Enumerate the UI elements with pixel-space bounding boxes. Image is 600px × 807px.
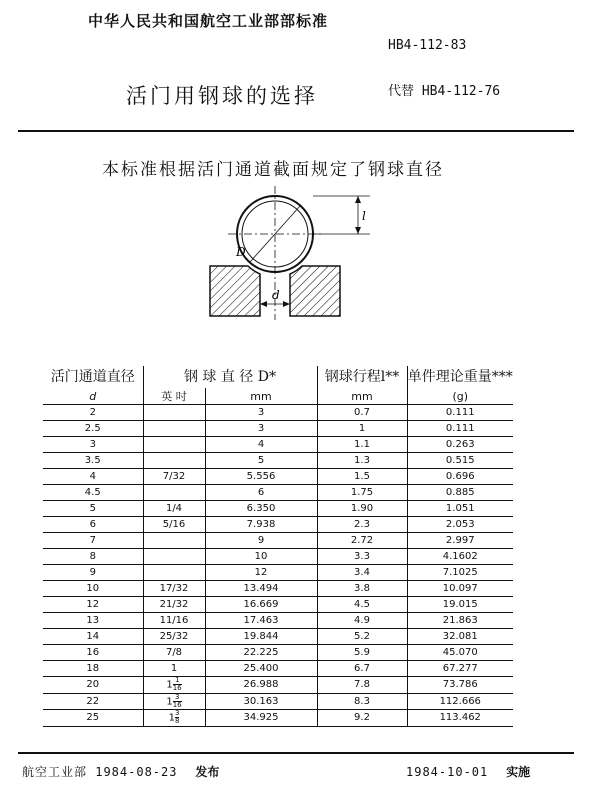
cell-passage-diameter: 25 [43,710,143,727]
cell-passage-diameter: 14 [43,629,143,645]
cell-weight: 0.111 [445,407,475,418]
cell-weight: 2.997 [445,535,475,546]
header-unit-weight: 单件理论重量*** [407,368,513,385]
cell-mm: 5.556 [205,469,317,485]
cell-inch [143,710,205,727]
cell-mm: 30.163 [205,693,317,710]
stroke-label: l [362,209,366,223]
cell-weight: 0.696 [445,471,475,482]
cell-passage-diameter: 10 [43,581,143,597]
cell-passage-diameter: 7 [43,533,143,549]
cell-weight: 0.263 [445,439,475,450]
cell-mm: 16.669 [205,597,317,613]
header-stroke-sub: mm [317,388,407,405]
diameter-label: D [236,245,246,259]
cell-passage-diameter: 4.5 [43,485,143,501]
cell-passage-diameter: 20 [43,677,143,694]
cell-inch: 11/16 [143,613,205,629]
header-ball-diameter: 钢 球 直 径 D* [143,366,317,388]
inch-denominator: 16 [172,684,182,692]
header-weight-sub: (g) [407,388,513,405]
inch-denominator: 8 [174,717,180,725]
issue-info [22,763,219,780]
cell-mm: 6.350 [205,501,317,517]
effective-date: 1984-10-01 [406,765,489,779]
standard-number: HB4-112-83 [388,38,467,53]
cell-stroke: 8.3 [317,693,407,710]
table-row [43,661,513,677]
document-title: 活门用钢球的选择 [126,84,318,108]
table-row [43,581,513,597]
cell-mm: 6 [205,485,317,501]
cell-mm: 12 [205,565,317,581]
cell-passage-diameter: 3.5 [43,453,143,469]
inch-numerator: 3 [174,709,180,717]
cell-stroke: 7.8 [317,677,407,694]
table-row [43,710,513,727]
cell-stroke: 4.9 [317,613,407,629]
table-row [43,629,513,645]
cell-passage-diameter: 6 [43,517,143,533]
passage-label: d [272,288,280,302]
cell-mm: 3 [205,421,317,437]
cell-passage-diameter: 3 [43,437,143,453]
scope-statement: 本标准根据活门通道截面规定了钢球直径 [102,160,444,180]
ball-selection-table [43,366,513,727]
cell-inch [143,533,205,549]
cell-passage-diameter: 2 [43,405,143,421]
issue-label: 发布 [195,765,220,779]
cell-inch [143,549,205,565]
cell-weight: 67.277 [442,663,478,674]
table-row [43,421,513,437]
cell-passage-diameter: 9 [43,565,143,581]
cell-weight: 2.053 [445,519,475,530]
cell-mm: 17.463 [205,613,317,629]
issuing-organization: 中华人民共和国航空工业部部标准 [88,12,329,30]
cell-stroke: 6.7 [317,661,407,677]
cell-stroke: 3.3 [317,549,407,565]
cell-inch: 5/16 [143,517,205,533]
table-row [43,613,513,629]
cell-stroke: 1 [317,421,407,437]
cell-mm: 13.494 [205,581,317,597]
cell-weight: 7.1025 [442,567,478,578]
table-row [43,517,513,533]
table-row [43,453,513,469]
passage-arrow-left [260,301,267,307]
replaces-standard: 代替 HB4-112-76 [388,84,501,99]
cell-inch [143,565,205,581]
table-row [43,469,513,485]
cell-passage-diameter: 5 [43,501,143,517]
cell-weight: 113.462 [439,712,481,724]
cell-mm: 3 [205,405,317,421]
cell-inch [143,421,205,437]
cell-inch: 25/32 [143,629,205,645]
cell-mm: 5 [205,453,317,469]
cell-mm: 34.925 [205,710,317,727]
cell-mm: 4 [205,437,317,453]
cell-inch [143,485,205,501]
cell-inch: 7/8 [143,645,205,661]
header-ball-stroke: 钢球行程l** [317,366,407,388]
inch-whole: 1 [168,712,175,724]
table-row [43,597,513,613]
cell-stroke: 1.3 [317,453,407,469]
stroke-arrow-bottom [355,227,361,234]
cell-inch [143,677,205,694]
cell-inch [143,405,205,421]
cell-stroke: 5.2 [317,629,407,645]
inch-numerator: 1 [174,676,180,684]
inch-whole: 1 [166,679,173,691]
cell-stroke: 3.4 [317,565,407,581]
cell-inch [143,437,205,453]
header-passage-diameter: 活门通道直径 [43,366,143,388]
cell-passage-diameter: 12 [43,597,143,613]
cell-weight: 45.070 [442,647,478,658]
cell-inch [143,693,205,710]
table-row [43,533,513,549]
cell-stroke: 3.8 [317,581,407,597]
seat-right-hatch [290,266,340,316]
cell-weight: 1.051 [445,503,475,514]
effective-info [406,763,530,780]
cell-stroke: 2.3 [317,517,407,533]
table-row [43,677,513,694]
cell-stroke: 1.90 [317,501,407,517]
cell-mm: 10 [205,549,317,565]
issue-date: 航空工业部 1984-08-23 [22,765,178,779]
passage-arrow-right [283,301,290,307]
table-row [43,437,513,453]
stroke-arrow-top [355,196,361,203]
cell-weight: 10.097 [442,583,478,594]
table-row [43,485,513,501]
cell-stroke: 1.5 [317,469,407,485]
cell-passage-diameter: 18 [43,661,143,677]
seat-left-hatch [210,266,260,316]
cell-mm: 22.225 [205,645,317,661]
cell-passage-diameter: 22 [43,693,143,710]
cell-passage-diameter: 16 [43,645,143,661]
cell-weight: 32.081 [442,631,478,642]
cell-inch: 1/4 [143,501,205,517]
cell-stroke: 1.75 [317,485,407,501]
ball-valve-diagram [200,182,380,322]
cell-weight: 0.515 [445,455,475,466]
inch-fraction [173,677,182,692]
cell-weight: 0.111 [445,423,475,434]
inch-denominator: 16 [172,700,182,709]
cell-passage-diameter: 8 [43,549,143,565]
table-row [43,565,513,581]
cell-mm: 9 [205,533,317,549]
cell-weight: 4.1602 [442,551,478,562]
cell-passage-diameter: 2.5 [43,421,143,437]
cell-passage-diameter: 4 [43,469,143,485]
cell-mm: 25.400 [205,661,317,677]
cell-stroke: 0.7 [317,405,407,421]
cell-inch: 7/32 [143,469,205,485]
cell-inch: 1 [143,661,205,677]
cell-mm: 19.844 [205,629,317,645]
cell-inch: 17/32 [143,581,205,597]
cell-weight: 112.666 [439,695,481,707]
header-inch-sub: 英 吋 [143,388,205,405]
inch-fraction [173,694,182,709]
cell-inch [143,453,205,469]
inch-numerator: 3 [174,692,180,701]
cell-weight: 73.786 [442,679,478,691]
header-mm-sub: mm [205,388,317,405]
cell-mm: 26.988 [205,677,317,694]
cell-inch: 21/32 [143,597,205,613]
table-row [43,693,513,710]
cell-stroke: 2.72 [317,533,407,549]
table-row [43,405,513,421]
cell-weight: 21.863 [442,615,478,626]
header-rule [18,130,574,132]
table-row [43,501,513,517]
cell-stroke: 4.5 [317,597,407,613]
footer-rule [18,752,574,754]
cell-mm: 7.938 [205,517,317,533]
cell-weight: 19.015 [442,599,478,610]
inch-fraction [175,710,179,725]
cell-passage-diameter: 13 [43,613,143,629]
cell-stroke: 9.2 [317,710,407,727]
table-row [43,549,513,565]
cell-stroke: 5.9 [317,645,407,661]
effective-label: 实施 [506,765,531,779]
inch-whole: 1 [166,696,173,707]
cell-weight: 0.885 [445,487,475,498]
cell-stroke: 1.1 [317,437,407,453]
header-passage-sub: d [43,388,143,405]
table-row [43,645,513,661]
